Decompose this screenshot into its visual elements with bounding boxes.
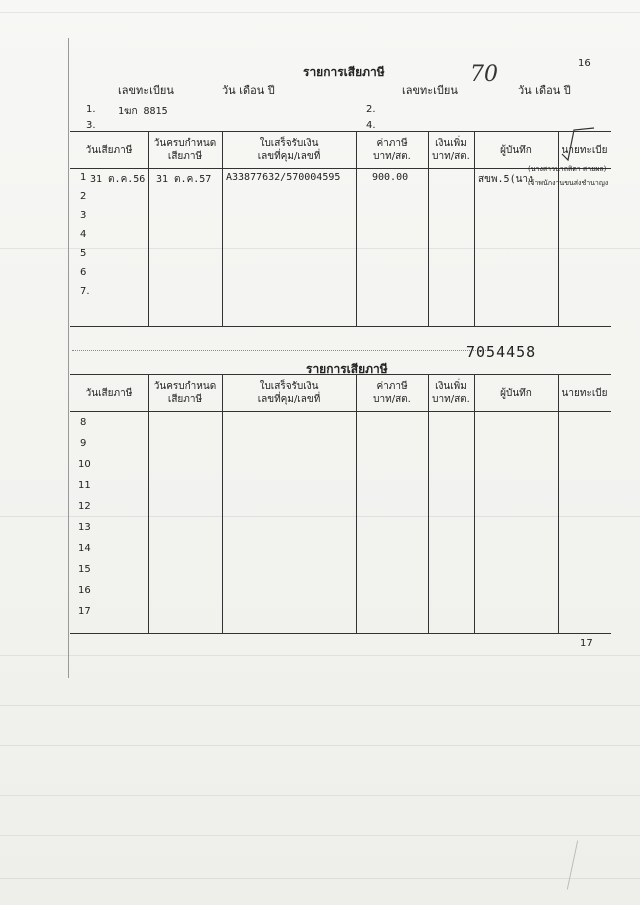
row-num-3: 3 (80, 210, 87, 221)
row-num-6: 6 (80, 267, 87, 278)
row-num-11: 11 (78, 480, 91, 491)
page-number-bottom: 17 (580, 638, 593, 649)
header-tax-date: วันเสียภาษี (85, 145, 133, 156)
dotted-separator (72, 350, 492, 351)
row-num-17: 17 (78, 606, 91, 617)
row1-tax-date: 31 ต.ค.56 (90, 174, 146, 185)
row-num-2: 2 (80, 191, 87, 202)
header-due-date: วันครบกำหนด เสียภาษี (153, 138, 217, 162)
header-surcharge: เงินเพิ่ม บาท/สต. (432, 138, 470, 162)
row-num-15: 15 (78, 564, 91, 575)
header2-due-date: วันครบกำหนด เสียภาษี (153, 381, 217, 405)
row-num-8: 8 (80, 417, 87, 428)
tax-table-1 (70, 131, 611, 327)
header-tax-amount: ค่าภาษี บาท/สต. (373, 138, 411, 162)
signature-mark-icon (558, 124, 598, 164)
header2-tax-amount: ค่าภาษี บาท/สต. (373, 381, 411, 405)
entry-num-2: 2. (366, 104, 376, 115)
reg-label-right: เลขทะเบียน (402, 84, 458, 97)
row-num-4: 4 (80, 229, 87, 240)
section1-title: รายการเสียภาษี (303, 65, 385, 79)
row1-recorder: สขพ.5(นาง (478, 174, 533, 185)
row-num-14: 14 (78, 543, 91, 554)
header2-surcharge: เงินเพิ่ม บาท/สต. (432, 381, 470, 405)
row-num-16: 16 (78, 585, 91, 596)
tax-table-2 (70, 374, 611, 634)
date-label-left: วัน เดือน ปี (222, 84, 275, 97)
row1-tax-amount: 900.00 (372, 172, 409, 183)
entry-num-3: 3. (86, 120, 96, 131)
handwritten-mark: 70 (470, 62, 498, 87)
header2-recorder: ผู้บันทึก (500, 388, 532, 399)
header2-tax-date: วันเสียภาษี (85, 388, 133, 399)
row-num-7: 7. (80, 286, 90, 297)
header2-registrar: นายทะเบีย (561, 388, 608, 399)
row-num-12: 12 (78, 501, 91, 512)
header-recorder: ผู้บันทึก (500, 145, 532, 156)
row-num-9: 9 (80, 438, 87, 449)
row-num-13: 13 (78, 522, 91, 533)
row-num-10: 10 (78, 459, 91, 470)
middle-number: 7054458 (466, 343, 537, 361)
stamp-title: เจ้าพนักงานขนส่งชำนาญง (528, 179, 609, 187)
section2-title: รายการเสียภาษี (306, 362, 388, 376)
scan-artifact-line (567, 840, 578, 889)
row1-receipt: A33877632/570004595 (226, 172, 341, 183)
left-margin-line (68, 38, 69, 678)
entry-value-1: 1ฆก 8815 (118, 106, 168, 117)
reg-label-left: เลขทะเบียน (118, 84, 174, 97)
entry-num-1: 1. (86, 104, 96, 115)
date-label-right: วัน เดือน ปี (518, 84, 571, 97)
header2-receipt: ใบเสร็จรับเงิน เลขที่คุม/เลขที่ (257, 381, 321, 405)
row1-due-date: 31 ต.ค.57 (156, 174, 212, 185)
header-registrar: นายทะเบีย (561, 145, 608, 156)
row-num-1: 1 (80, 172, 87, 183)
entry-num-4: 4. (366, 120, 376, 131)
header-receipt: ใบเสร็จรับเงิน เลขที่คุม/เลขที่ (257, 138, 321, 162)
row-num-5: 5 (80, 248, 87, 259)
stamp-name: (นางสาวนาถสิตา สายผล) (528, 165, 607, 173)
page-number-top: 16 (578, 58, 591, 69)
